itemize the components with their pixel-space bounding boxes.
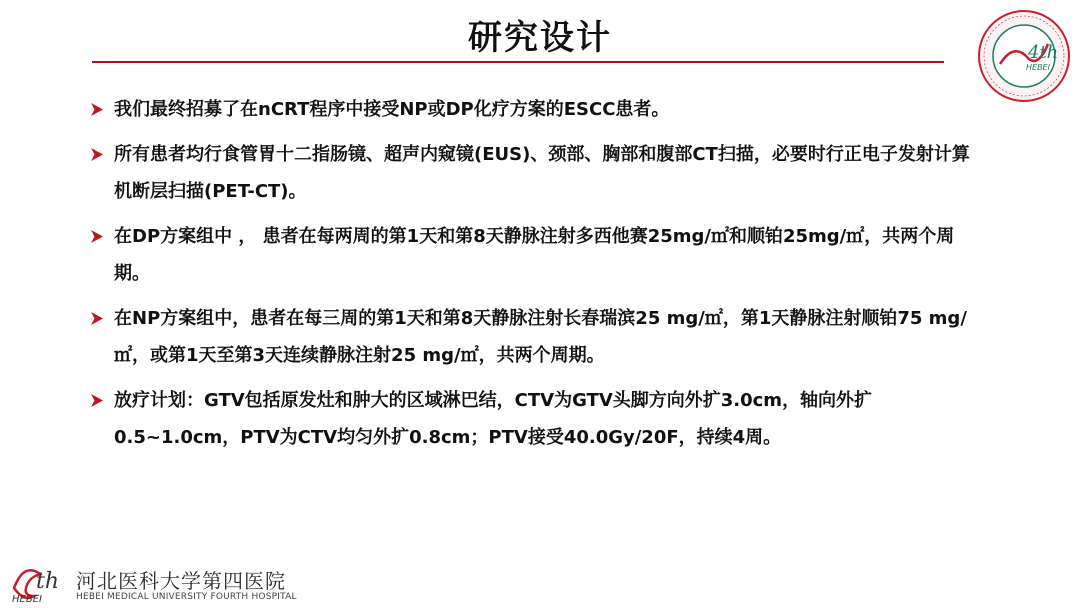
- arrow-right-icon: [90, 382, 106, 419]
- seal-sub: HEBEI: [1026, 63, 1050, 72]
- bullet-item: [90, 300, 970, 374]
- bullet-item: [90, 218, 970, 292]
- bullet-text: 我们最终招募了在nCRT程序中接受NP或DP化疗方案的ESCC患者。: [114, 99, 670, 120]
- arrow-right-icon: [90, 136, 106, 173]
- seal-mark: 4th: [1028, 42, 1059, 63]
- bullet-text: 所有患者均行食管胃十二指肠镜、超声内窥镜(EUS)、颈部、胸部和腹部CT扫描，必要时行正电子发射计算机断层扫描(PET-CT)。: [114, 144, 970, 202]
- bullet-item: [90, 136, 970, 210]
- arrow-right-icon: [90, 218, 106, 255]
- arrow-right-icon: [90, 91, 106, 128]
- arrow-right-icon: [90, 300, 106, 337]
- bullet-item: [90, 382, 970, 456]
- bullet-list: [90, 91, 970, 464]
- bullet-text: 在DP方案组中 ， 患者在每两周的第1天和第8天静脉注射多西他赛25mg/㎡和顺铂25mg/㎡，共两个周期。: [114, 226, 955, 284]
- svg-text:th: th: [36, 569, 60, 594]
- hospital-seal-logo: [976, 8, 1072, 104]
- bullet-item: [90, 91, 970, 128]
- title-underline: [92, 61, 944, 63]
- bullet-text: 在NP方案组中，患者在每三周的第1天和第8天静脉注射长春瑞滨25 mg/㎡，第1天静脉注射顺铂75 mg/㎡，或第1天至第3天连续静脉注射25 mg/㎡，共两个周期。: [114, 308, 967, 366]
- hospital-name-en: HEBEI MEDICAL UNIVERSITY FOURTH HOSPITAL: [76, 592, 297, 602]
- hospital-name-cn: 河北医科大学第四医院: [76, 569, 286, 593]
- slide-title: 研究设计: [468, 18, 612, 58]
- bullet-text: 放疗计划：GTV包括原发灶和肿大的区域淋巴结，CTV为GTV头脚方向外扩3.0cm，轴向外扩0.5~1.0cm，PTV为CTV均匀外扩0.8cm；PTV接受40.0Gy/20F，持续4周。: [114, 390, 873, 448]
- svg-text:HEBEI: HEBEI: [12, 594, 42, 604]
